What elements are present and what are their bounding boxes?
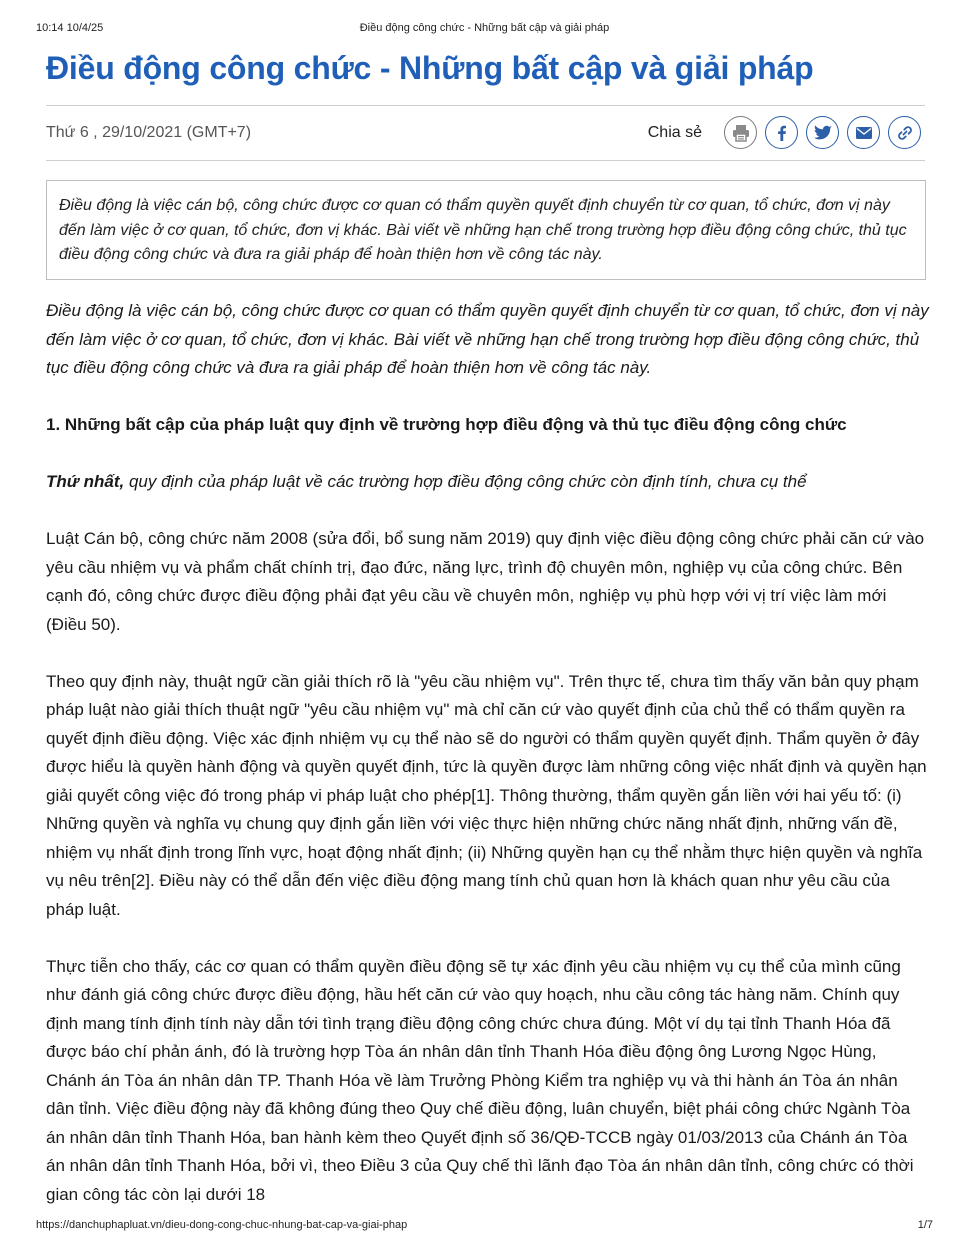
- point-label: Thứ nhất,: [46, 472, 125, 491]
- divider: [46, 105, 925, 106]
- print-icon: [731, 123, 751, 143]
- twitter-share-button[interactable]: [806, 116, 839, 149]
- link-icon: [895, 123, 915, 143]
- article-summary: Điều động là việc cán bộ, công chức được cơ quan có thẩm quyền quyết định chuyển từ cơ quan, tổ chức, đơn vị này đến làm việc ở cơ quan, tổ chức, đơn vị khác. Bài viết về những hạn chế trong trường hợp điều động công chức, thủ tục điều động công chức và đưa ra giải pháp để hoàn thiện hơn về công tác này.: [46, 180, 926, 280]
- print-page-title: Điều động công chức - Những bất cập và giải pháp: [359, 22, 610, 34]
- article-title: Điều động công chức - Những bất cập và giải pháp: [46, 50, 814, 86]
- share-label: Chia sẻ: [647, 123, 702, 141]
- section-heading: 1. Những bất cập của pháp luật quy định về trường hợp điều động và thủ tục điều động công chức: [46, 415, 847, 434]
- publish-date: Thứ 6 , 29/10/2021 (GMT+7): [46, 124, 252, 141]
- article-lead: Điều động là việc cán bộ, công chức được cơ quan có thẩm quyền quyết định chuyển từ cơ quan, tổ chức, đơn vị này đến làm việc ở cơ quan, tổ chức, đơn vị khác. Bài viết về những hạn chế trong trường hợp điều động công chức, thủ tục điều động công chức và đưa ra giải pháp để hoàn thiện hơn về công tác này.: [46, 301, 929, 377]
- paragraph: Thực tiễn cho thấy, các cơ quan có thẩm quyền điều động sẽ tự xác định yêu cầu nhiệm vụ cụ thể của mình cũng như đánh giá công chức được điều động, hầu hết căn cứ vào quy hoạch, nhu cầu công tác hàng năm. Chính quy định mang tính định tính này dẫn tới tình trạng điều động công chức chưa đúng. Một ví dụ tại tỉnh Thanh Hóa đã được báo chí phản ánh, đó là trường hợp Tòa án nhân dân tỉnh Thanh Hóa điều động ông Lương Ngọc Hùng, Chánh án Tòa án nhân dân TP. Thanh Hóa về làm Trưởng Phòng Kiểm tra nghiệp vụ và thi hành án Tòa án nhân dân tỉnh. Việc điều động này đã không đúng theo Quy chế điều động, luân chuyển, biệt phái công chức Ngành Tòa án nhân dân tỉnh Thanh Hóa, ban hành kèm theo Quyết định số 36/QĐ-TCCB ngày 01/03/2013 của Chánh án Tòa án nhân dân tỉnh Thanh Hóa, bởi vì, theo Điều 3 của Quy chế thì lãnh đạo Tòa án nhân dân tỉnh, công chức có thời gian công tác còn lại dưới 18: [46, 956, 914, 1204]
- email-share-button[interactable]: [847, 116, 880, 149]
- point-heading: [46, 468, 930, 497]
- paragraph: Luật Cán bộ, công chức năm 2008 (sửa đổi, bổ sung năm 2019) quy định việc điều động công chức phải căn cứ vào yêu cầu nhiệm vụ và phẩm chất chính trị, đạo đức, năng lực, trình độ chuyên môn, nghiệp vụ của công chức. Bên cạnh đó, công chức được điều động phải đạt yêu cầu về chuyên môn, nghiệp vụ phù hợp với vị trí việc làm mới (Điều 50).: [46, 529, 925, 634]
- twitter-icon: [813, 124, 833, 142]
- print-header: [36, 22, 933, 38]
- print-footer: [36, 1219, 933, 1235]
- copy-link-button[interactable]: [888, 116, 921, 149]
- email-icon: [854, 124, 874, 142]
- print-datetime: 10:14 10/4/25: [36, 22, 104, 34]
- point-text: quy định của pháp luật về các trường hợp điều động công chức còn định tính, chưa cụ thể: [124, 472, 807, 491]
- print-button[interactable]: [724, 116, 757, 149]
- facebook-icon: [773, 124, 791, 142]
- divider: [46, 160, 925, 161]
- print-url: https://danchuphapluat.vn/dieu-dong-cong-chuc-nhung-bat-cap-va-giai-phap: [36, 1219, 408, 1231]
- article-body: [46, 297, 930, 1238]
- paragraph: Theo quy định này, thuật ngữ cần giải thích rõ là "yêu cầu nhiệm vụ". Trên thực tế, chưa tìm thấy văn bản quy phạm pháp luật nào giải thích thuật ngữ "yêu cầu nhiệm vụ" mà chỉ căn cứ vào quyết định của chủ thể có thẩm quyền ra quyết định điều động. Việc xác định nhiệm vụ cụ thể nào sẽ do người có thẩm quyền quyết định. Thẩm quyền ở đây được hiểu là quyền hành động và quyền quyết định, tức là quyền được làm những công việc nhất định và quyền hạn giải quyết công việc đó trong pháp vi pháp luật cho phép[1]. Thông thường, thẩm quyền gắn liền với hai yếu tố: (i) Những quyền và nghĩa vụ chung quy định gắn liền với việc thực hiện những chức năng nhất định, những vấn đề, nhiệm vụ nhất định trong lĩnh vực, hoạt động nhất định; (ii) Những quyền hạn cụ thể nhằm thực hiện quyền và nghĩa vụ nêu trên[2]. Điều này có thể dẫn đến việc điều động mang tính chủ quan hơn là khách quan như yêu cầu của pháp luật.: [46, 671, 927, 919]
- facebook-share-button[interactable]: [765, 116, 798, 149]
- share-bar: [648, 116, 921, 149]
- page-number: 1/7: [917, 1219, 933, 1231]
